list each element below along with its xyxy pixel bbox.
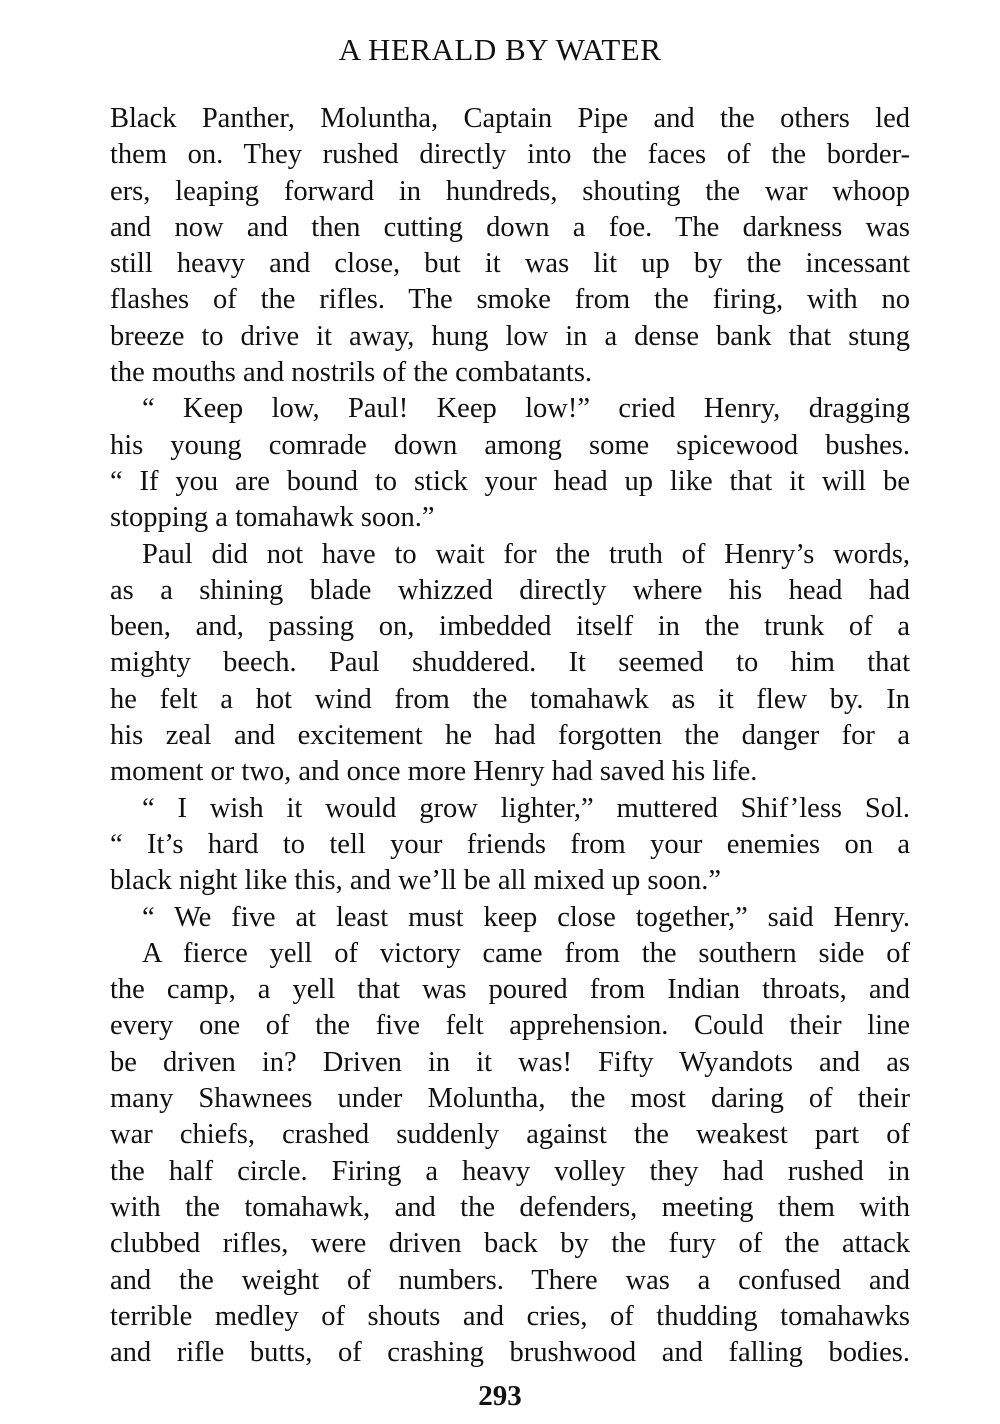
text-line: Paul did not have to wait for the truth of Henry’s words, [142,538,910,570]
text-line: them on. They rushed directly into the faces of the border- [110,139,910,171]
text-line: still heavy and close, but it was lit up by the incessant [110,248,910,280]
text-line: every one of the five felt apprehension. Could their line [110,1010,910,1042]
text-line: his zeal and excitement he had forgotten the danger for a [110,720,910,752]
text-line: flashes of the rifles. The smoke from the firing, with no [110,284,910,316]
text-line: the half circle. Firing a heavy volley they had rushed in [110,1155,910,1187]
text-line: ers, leaping forward in hundreds, shouting the war whoop [110,175,910,207]
text-line: terrible medley of shouts and cries, of thudding tomahawks [110,1300,910,1332]
text-line: as a shining blade whizzed directly where his head had [110,574,910,606]
running-head: A HERALD BY WATER [338,32,662,67]
text-line: A fierce yell of victory came from the southern side of [142,937,910,969]
text-line: breeze to drive it away, hung low in a dense bank that stung [110,320,910,352]
text-line: his young comrade down among some spicewood bushes. [110,429,910,461]
text-line: war chiefs, crashed suddenly against the weakest part of [110,1119,910,1151]
text-line: stopping a tomahawk soon.” [110,502,435,534]
text-line: clubbed rifles, were driven back by the fury of the attack [110,1228,910,1260]
text-line: the mouths and nostrils of the combatants. [110,357,593,389]
text-line: “ I wish it would grow lighter,” muttered Shif’less Sol. [142,792,910,824]
text-line: “ If you are bound to stick your head up like that it will be [110,465,910,497]
text-line: moment or two, and once more Henry had saved his life. [110,756,758,788]
page-number: 293 [478,1380,522,1412]
text-line: he felt a hot wind from the tomahawk as it flew by. In [110,683,910,715]
text-line: “ Keep low, Paul! Keep low!” cried Henry, dragging [142,393,910,425]
text-line: “ We five at least must keep close together,” said Henry. [142,901,910,933]
text-line: the camp, a yell that was poured from Indian throats, and [110,974,910,1006]
text-line: with the tomahawk, and the defenders, meeting them with [110,1191,910,1223]
text-line: many Shawnees under Moluntha, the most daring of their [110,1083,910,1115]
text-line: been, and, passing on, imbedded itself in the trunk of a [110,611,910,643]
text-line: Black Panther, Moluntha, Captain Pipe and the others led [110,103,910,134]
body-text [110,101,910,1371]
text-line: mighty beech. Paul shuddered. It seemed to him that [110,647,910,679]
text-line: and rifle butts, of crashing brushwood and falling bodies. [110,1337,910,1369]
text-line: “ It’s hard to tell your friends from your enemies on a [110,828,910,860]
text-line: be driven in? Driven in it was! Fifty Wyandots and as [110,1046,910,1078]
text-line: and the weight of numbers. There was a confused and [110,1264,910,1296]
text-line: and now and then cutting down a foe. The darkness was [110,211,910,243]
text-line: black night like this, and we’ll be all mixed up soon.” [110,865,722,897]
